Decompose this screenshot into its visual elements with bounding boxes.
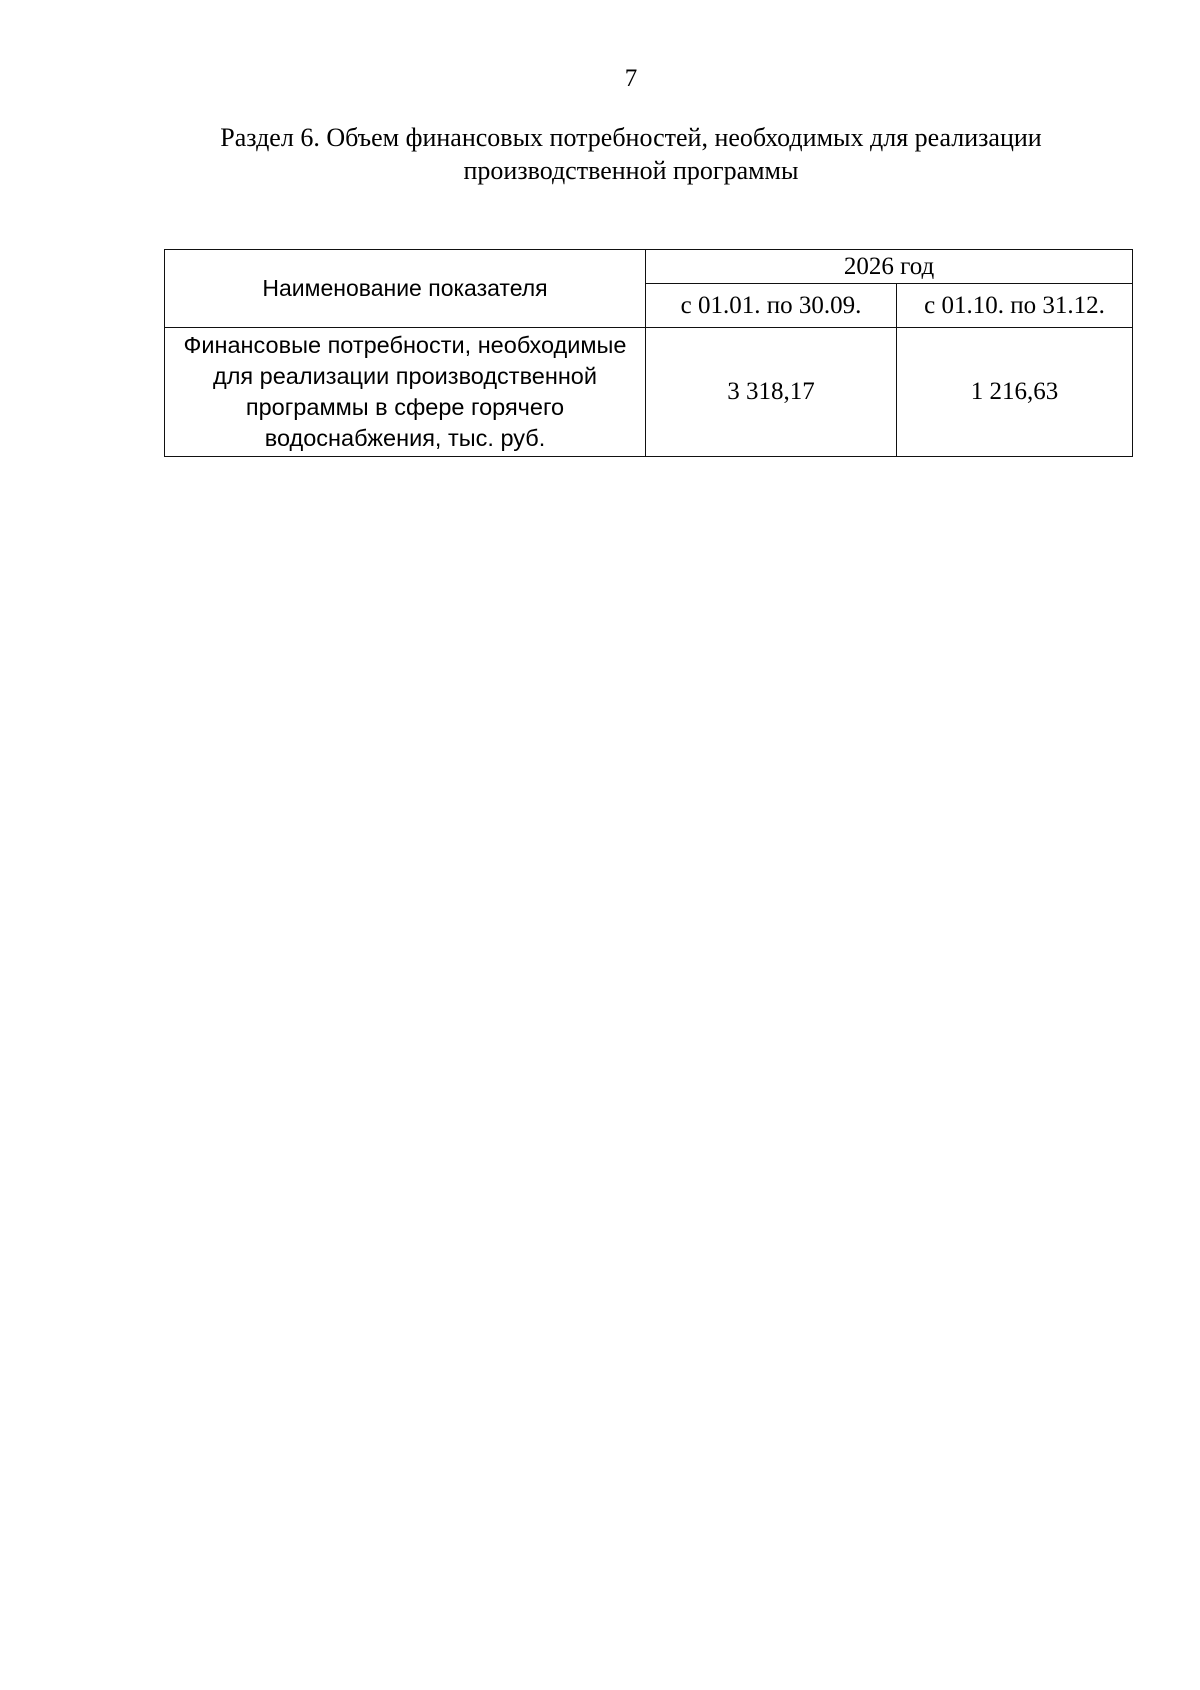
financial-needs-table	[164, 249, 1133, 457]
section-title: Раздел 6. Объем финансовых потребностей, необходимых для реализации производственной программы	[220, 123, 1042, 185]
value-period-2: 1 216,63	[897, 328, 1133, 457]
indicator-name-header: Наименование показателя	[165, 250, 646, 328]
period-header-2: с 01.10. по 31.12.	[897, 284, 1133, 328]
period-header-1: с 01.01. по 30.09.	[646, 284, 897, 328]
indicator-name-cell: Финансовые потребности, необходимые для реализации производственной программы в сфере горячего водоснабжения, тыс. руб.	[165, 328, 646, 457]
value-period-1: 3 318,17	[646, 328, 897, 457]
table-header-row	[165, 250, 1133, 284]
page-number: 7	[624, 65, 638, 92]
table-row	[165, 328, 1133, 457]
year-header: 2026 год	[646, 250, 1133, 284]
